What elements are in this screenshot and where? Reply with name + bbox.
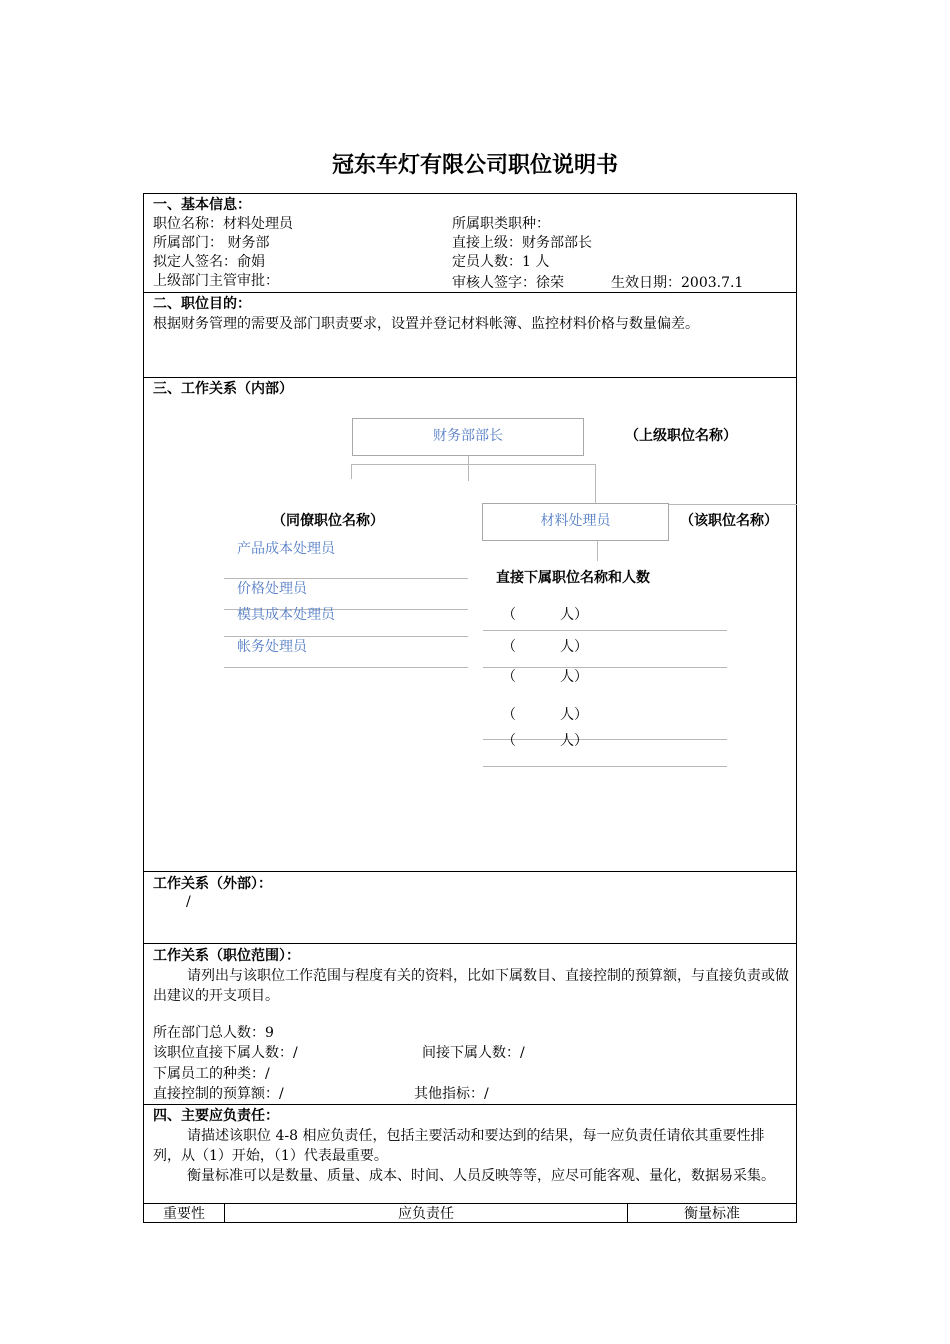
subordinate-types: 下属员工的种类：/ <box>153 1066 270 1082</box>
column-header-importance: 重要性 <box>163 1206 205 1222</box>
subordinate-close: 人） <box>560 707 588 723</box>
scope-heading: 工作关系（职位范围）： <box>153 948 300 964</box>
purpose-heading: 二、职位目的： <box>153 296 251 312</box>
subordinate-close: 人） <box>560 733 588 749</box>
section-divider <box>143 943 797 944</box>
section-divider <box>143 377 797 378</box>
section-divider <box>143 1203 797 1204</box>
basic-info-heading: 一、基本信息： <box>153 197 251 213</box>
column-header-duty: 应负责任 <box>398 1206 454 1222</box>
department-total: 所在部门总人数：9 <box>153 1025 274 1041</box>
subordinate-open: （ <box>502 669 516 685</box>
table-border-top <box>143 193 797 194</box>
peer-underline <box>224 667 468 668</box>
headcount: 定员人数：1 人 <box>452 254 550 270</box>
purpose-text: 根据财务管理的需要及部门职责要求，设置并登记材料帐簿、监控材料价格与数量偏差。 <box>153 316 699 332</box>
responsibilities-instructions: 请描述该职位 4-8 相应负责任，包括主要活动和要达到的结果，每一应负责任请依其重要性排列，从（1）开始，（1）代表最重要。 <box>153 1128 765 1164</box>
subordinate-close: 人） <box>560 639 588 655</box>
self-position-label: （该职位名称） <box>680 513 778 529</box>
budget-controlled: 直接控制的预算额：/ <box>153 1086 284 1102</box>
subordinate-open: （ <box>502 733 516 749</box>
org-connector <box>468 456 469 481</box>
document-title: 冠东车灯有限公司职位说明书 <box>331 152 618 178</box>
subordinates-heading: 直接下属职位名称和人数 <box>496 570 650 586</box>
subordinate-close: 人） <box>560 607 588 623</box>
external-relations-heading: 工作关系（外部）： <box>153 876 272 892</box>
peer-position: 帐务处理员 <box>237 639 307 655</box>
superior-position-label: （上级职位名称） <box>625 428 737 444</box>
responsibilities-heading: 四、主要应负责任： <box>153 1108 279 1124</box>
org-connector <box>351 464 352 479</box>
peer-position: 模具成本处理员 <box>237 607 335 623</box>
org-connector <box>597 541 598 561</box>
peer-positions-label: （同僚职位名称） <box>272 513 384 529</box>
org-connector <box>595 464 596 504</box>
internal-relations-heading: 三、工作关系（内部） <box>153 381 293 397</box>
subordinate-underline <box>483 667 727 668</box>
table-border-left <box>143 193 144 1223</box>
approver: 上级部门主管审批： <box>153 273 279 289</box>
position-name: 职位名称：材料处理员 <box>153 216 293 232</box>
department: 所属部门： 财务部 <box>153 235 270 251</box>
subordinate-open: （ <box>502 707 516 723</box>
reviewer-signature: 审核人签字：徐荣 <box>452 275 564 291</box>
direct-subordinates: 该职位直接下属人数：/ <box>153 1045 298 1061</box>
superior-position-box: 财务部部长 <box>352 418 584 456</box>
external-relations-value: / <box>186 894 191 910</box>
org-connector <box>669 504 797 505</box>
subordinate-underline <box>483 766 727 767</box>
subordinate-underline <box>483 739 727 740</box>
column-header-measure: 衡量标准 <box>684 1206 740 1222</box>
peer-underline <box>224 578 468 579</box>
self-position-box: 材料处理员 <box>482 503 669 541</box>
direct-superior: 直接上级：财务部部长 <box>452 235 592 251</box>
table-border-right <box>796 193 797 1223</box>
peer-underline <box>224 636 468 637</box>
subordinate-close: 人） <box>560 669 588 685</box>
section-divider <box>143 1104 797 1105</box>
effective-date: 生效日期：2003.7.1 <box>611 275 744 291</box>
subordinate-open: （ <box>502 607 516 623</box>
scope-intro: 请列出与该职位工作范围与程度有关的资料，比如下属数目、直接控制的预算额，与直接负责或做出建议的开支项目。 <box>153 968 789 1004</box>
position-category: 所属职类职种： <box>452 216 550 232</box>
drafter-signature: 拟定人签名：俞娟 <box>153 254 265 270</box>
subordinate-underline <box>483 630 727 631</box>
peer-position: 价格处理员 <box>237 581 307 597</box>
org-connector <box>351 464 596 465</box>
section-divider <box>143 871 797 872</box>
indirect-subordinates: 间接下属人数：/ <box>422 1045 525 1061</box>
subordinate-open: （ <box>502 639 516 655</box>
peer-position: 产品成本处理员 <box>237 541 335 557</box>
measurement-instructions: 衡量标准可以是数量、质量、成本、时间、人员反映等等，应尽可能客观、量化，数据易采集。 <box>187 1168 775 1184</box>
other-indicators: 其他指标：/ <box>414 1086 489 1102</box>
